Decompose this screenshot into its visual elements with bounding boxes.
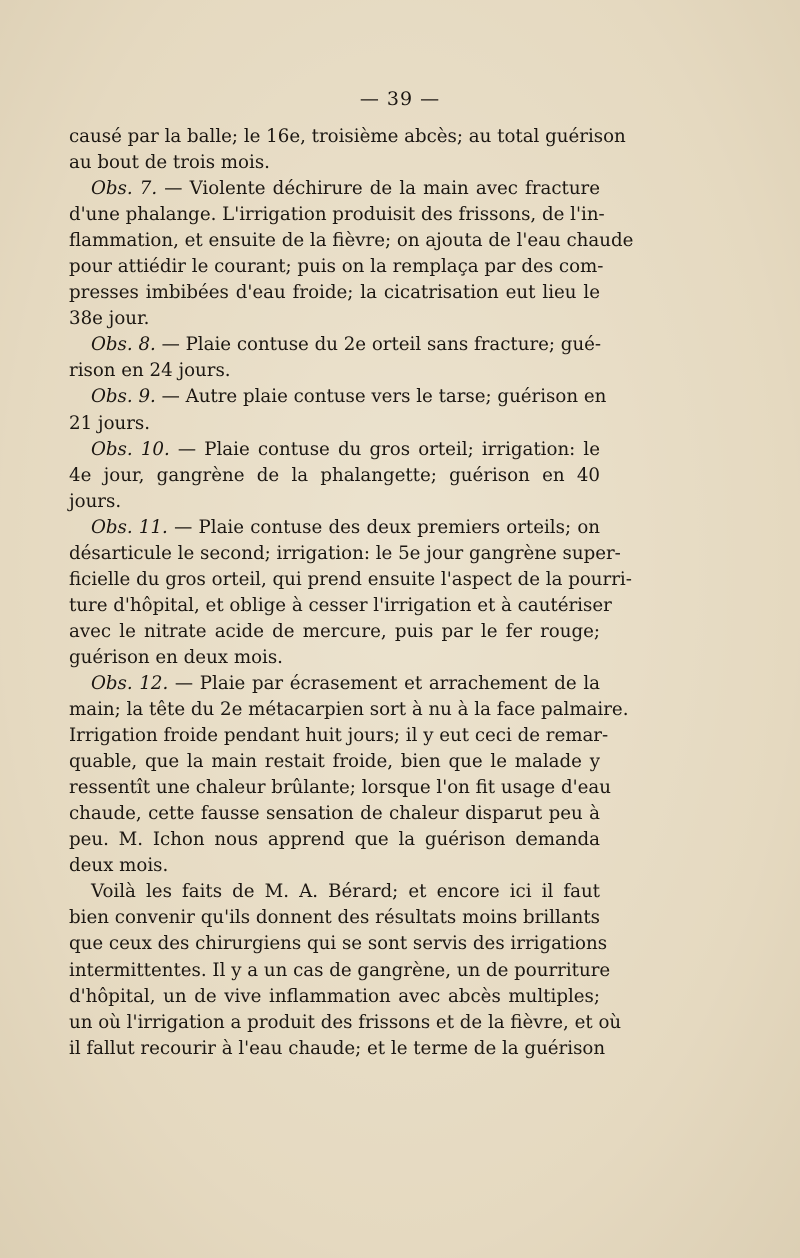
line-text: 4e jour, gangrène de la phalangette; guérison en 40	[69, 464, 600, 486]
text-line	[69, 697, 629, 723]
line-text: — Plaie contuse du 2e orteil sans fracture; gué-	[155, 334, 602, 356]
line-text: Voilà les faits de M. A. Bérard; et encore ici il faut	[91, 881, 600, 903]
line-text: que ceux des chirurgiens qui se sont servis des irrigations	[69, 933, 608, 955]
line-text: ture d'hôpital, et oblige à cesser l'irrigation et à cautériser	[69, 594, 612, 616]
line-text: d'une phalange. L'irrigation produisit des frissons, de l'in-	[69, 204, 605, 226]
observation-label: Obs. 9.	[91, 386, 156, 408]
text-line	[69, 228, 634, 254]
line-text: intermittentes. Il y a un cas de gangrène, un de pourriture	[69, 959, 611, 981]
observation-label: Obs. 8.	[91, 334, 156, 356]
observation-label: Obs. 10.	[91, 438, 170, 460]
text-line	[69, 254, 604, 280]
text-line	[69, 280, 600, 306]
line-text: chaude, cette fausse sensation de chaleur disparut peu à	[69, 803, 600, 825]
text-line	[69, 749, 600, 775]
line-text: — Violente déchirure de la main avec fracture	[157, 178, 600, 200]
line-text: 38e jour.	[69, 308, 150, 330]
line-text: quable, que la main restait froide, bien que le malade y	[69, 751, 600, 773]
text-line	[69, 124, 626, 150]
page-number: — 39 —	[359, 88, 441, 110]
text-line	[69, 671, 600, 697]
line-text: désarticule le second; irrigation: le 5e jour gangrène super-	[69, 542, 621, 564]
line-text: il fallut recourir à l'eau chaude; et le terme de la guérison	[69, 1037, 606, 1059]
text-line	[69, 879, 600, 905]
line-text: bien convenir qu'ils donnent des résultats moins brillants	[69, 907, 600, 929]
line-text: peu. M. Ichon nous apprend que la guérison demanda	[69, 829, 600, 851]
line-text: flammation, et ensuite de la fièvre; on ajouta de l'eau chaude	[69, 230, 634, 252]
text-line	[69, 984, 600, 1010]
text-line	[69, 463, 600, 489]
text-line	[69, 827, 600, 853]
line-text: rison en 24 jours.	[69, 360, 231, 382]
text-line	[69, 515, 600, 541]
observation-label: Obs. 11.	[91, 516, 168, 538]
line-text: jours.	[69, 490, 122, 512]
text-line	[69, 358, 600, 384]
observation-label: Obs. 7.	[91, 178, 158, 200]
line-text: — Plaie contuse du gros orteil; irrigation: le	[169, 438, 601, 460]
text-line	[69, 619, 600, 645]
line-text: Irrigation froide pendant huit jours; il y eut ceci de remar-	[69, 725, 609, 747]
text-line	[69, 306, 600, 332]
line-text: pour attiédir le courant; puis on la remplaça par des com-	[69, 256, 604, 278]
line-text: ressentît une chaleur brûlante; lorsque l'on fit usage d'eau	[69, 777, 611, 799]
text-line	[69, 931, 608, 957]
text-line	[69, 332, 600, 358]
line-text: 21 jours.	[69, 412, 151, 434]
text-line	[69, 958, 611, 984]
text-line	[69, 489, 600, 515]
text-line	[69, 202, 605, 228]
text-line	[69, 1036, 606, 1062]
text-line	[69, 150, 600, 176]
line-text: — Plaie contuse des deux premiers orteils; on	[167, 516, 600, 538]
line-text: main; la tête du 2e métacarpien sort à nu à la face palmaire.	[69, 699, 629, 721]
line-text: causé par la balle; le 16e, troisième abcès; au total guérison	[69, 126, 626, 147]
line-text: au bout de trois mois.	[69, 152, 270, 174]
text-line	[69, 437, 600, 463]
text-line	[69, 384, 607, 410]
text-line	[69, 723, 609, 749]
line-text: deux mois.	[69, 855, 169, 877]
text-line	[69, 1010, 622, 1036]
text-line	[69, 593, 612, 619]
observation-label: Obs. 12.	[91, 672, 169, 694]
line-text: d'hôpital, un de vive inflammation avec abcès multiples;	[69, 985, 600, 1007]
text-line	[69, 853, 600, 879]
text-line	[69, 905, 600, 931]
text-line	[69, 567, 632, 593]
text-line	[69, 645, 600, 671]
body-text	[69, 124, 634, 1062]
line-text: presses imbibées d'eau froide; la cicatrisation eut lieu le	[69, 282, 600, 304]
line-text: ficielle du gros orteil, qui prend ensuite l'aspect de la pourri-	[69, 568, 632, 590]
line-text: — Plaie par écrasement et arrachement de la	[168, 672, 600, 694]
line-text: un où l'irrigation a produit des frissons et de la fièvre, et où	[69, 1011, 622, 1033]
line-text: — Autre plaie contuse vers le tarse; guérison en	[155, 386, 607, 408]
text-line	[69, 176, 600, 202]
text-line	[69, 541, 621, 567]
line-text: guérison en deux mois.	[69, 646, 283, 668]
line-text: avec le nitrate acide de mercure, puis par le fer rouge;	[69, 620, 600, 642]
text-line	[69, 801, 600, 827]
text-line	[69, 775, 611, 801]
text-line	[69, 411, 600, 437]
